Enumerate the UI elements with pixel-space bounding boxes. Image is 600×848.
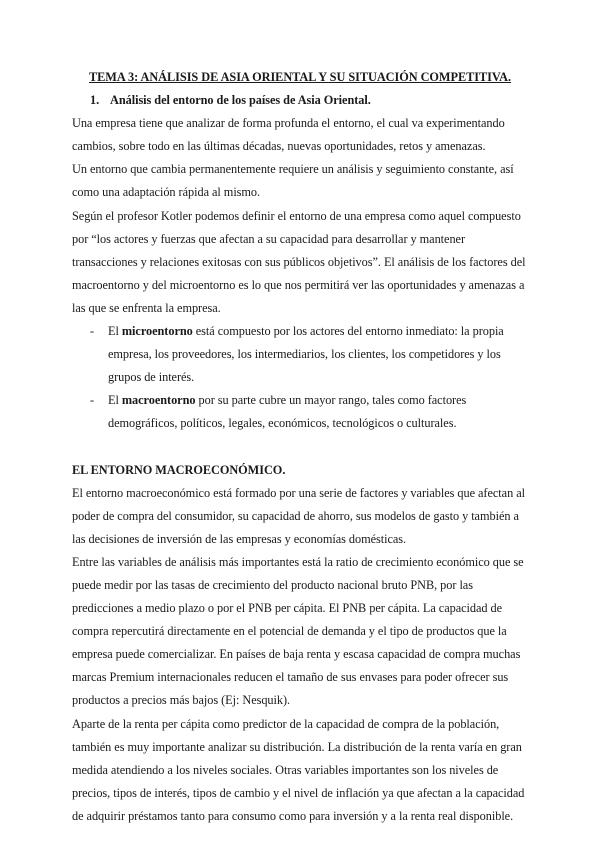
section-spacer	[72, 436, 528, 459]
paragraph-4: El entorno macroeconómico está formado por una serie de factores y variables que afectan al poder de compra del consumidor, su capacidad de ahorro, sus modelos de gasto y también a las decisiones de inversión de las empresas y economías domésticas.	[72, 485, 525, 546]
list-item-text-pre: El	[108, 324, 122, 339]
section-1-number: 1.	[90, 93, 100, 108]
paragraph-1: Una empresa tiene que analizar de forma profunda el entorno, el cual va experimentando cambios, sobre todo en las últimas décadas, nuevas oportunidades, retos y amenazas.	[72, 116, 505, 154]
list-item-macroentorno	[72, 389, 528, 435]
dash-bullet: -	[90, 393, 95, 408]
document-body	[72, 66, 528, 828]
document-title: TEMA 3: ANÁLISIS DE ASIA ORIENTAL Y SU SITUACIÓN COMPETITIVA.	[89, 70, 511, 84]
term-macroentorno: macroentorno	[121, 393, 196, 408]
list-item-text-pre: El	[108, 393, 122, 408]
paragraph-3: Según el profesor Kotler podemos definir el entorno de una empresa como aquel compuesto por “los actores y fuerzas que afectan a su capacidad para desarrollar y mantener transacciones y relaciones exitosas con sus públicos objetivos”. El análisis de los factores del macroentorno y del microentorno es lo que nos permitirá ver las oportunidades y amenazas a las que se enfrenta la empresa.	[72, 208, 526, 315]
list-item-text-post: por su parte cubre un mayor rango, tales como factores demográficos, políticos, legales, económicos, tecnológicos o culturales.	[108, 393, 467, 431]
paragraph-6: Aparte de la renta per cápita como predictor de la capacidad de compra de la población, también es muy importante analizar su distribución. La distribución de la renta varía en gran medida atendiendo a los niveles sociales. Otras variables importantes son los niveles de precios, tipos de interés, tipos de cambio y el nivel de inflación ya que afectan a la capacidad de adquirir préstamos tanto para consumo como para inversión y a la renta real disponible.	[72, 716, 525, 823]
list-item-text-post: está compuesto por los actores del entorno inmediato: la propia empresa, los proveedores, los intermediarios, los clientes, los competidores y los grupos de interés.	[108, 324, 504, 385]
term-microentorno: microentorno	[121, 324, 193, 339]
dash-bullet: -	[90, 324, 95, 339]
paragraph-2: Un entorno que cambia permanentemente requiere un análisis y seguimiento constante, así como una adaptación rápida al mismo.	[72, 162, 514, 200]
section-2-heading: EL ENTORNO MACROECONÓMICO.	[72, 462, 286, 477]
section-1-heading-text: Análisis del entorno de los países de Asia Oriental.	[110, 93, 371, 108]
section-1-heading	[72, 89, 528, 112]
list-item-microentorno	[72, 320, 528, 389]
entorno-bullet-list	[72, 320, 528, 435]
paragraph-5: Entre las variables de análisis más importantes está la ratio de crecimiento económico que se puede medir por las tasas de crecimiento del producto nacional bruto PNB, por las predicciones a medio plazo o por el PNB per cápita. El PNB per cápita. La capacidad de compra repercutirá directamente en el potencial de demanda y el tipo de productos que la empresa puede comercializar. En países de baja renta y escasa capacidad de compra muchas marcas Premium internacionales reducen el tamaño de sus envases para poder ofrecer sus productos a precios más bajos (Ej: Nesquik).	[72, 554, 524, 708]
